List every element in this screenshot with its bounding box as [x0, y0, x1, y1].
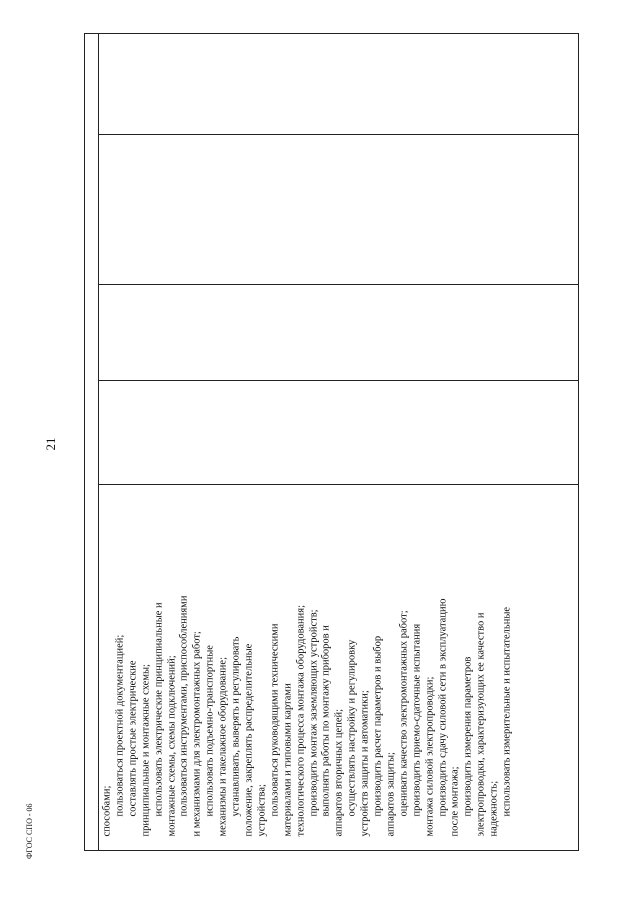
- footer-label: ФГОС СПО - 06: [25, 803, 34, 859]
- text-line: материалами и типовыми картами: [282, 683, 294, 837]
- text-line: технологического процесса монтажа оборудования;: [295, 604, 307, 837]
- text-line: производить измерения параметров: [462, 656, 474, 817]
- table-cell-empty-3: [99, 285, 579, 380]
- skills-text-rotated: [98, 485, 579, 851]
- text-line: производить расчет параметров и выбор: [372, 635, 384, 817]
- text-line: аппаратов вторичных цепей;: [333, 708, 345, 837]
- text-line: использовать электрические принципиальные и: [153, 602, 165, 817]
- text-line: пользоваться руководящими техническими: [269, 623, 281, 817]
- text-line: аппаратов защиты;: [385, 752, 397, 837]
- skills-lines: [102, 491, 515, 837]
- table-cell-empty-1: [99, 34, 579, 134]
- text-line: пользоваться проектной документацией;: [114, 634, 126, 817]
- text-line: производить монтаж заземляющих устройств;: [308, 609, 319, 817]
- text-line: устройств защиты и автоматики;: [359, 690, 371, 837]
- text-line: принципиальные и монтажные схемы;: [140, 664, 152, 837]
- text-line: осуществлять настройку и регулировку: [346, 639, 358, 817]
- table-cell-empty-4: [99, 381, 579, 484]
- text-line: составлять простые электрические: [127, 660, 139, 817]
- text-line: производить сдачу силовой сети в эксплуатацию: [437, 598, 449, 817]
- text-line: производить приемо-сдаточные испытания: [411, 623, 423, 817]
- text-line: монтажные схемы, схемы подключений;: [166, 655, 178, 837]
- text-line: пользоваться инструментами, приспособлениями: [178, 595, 190, 817]
- text-line: использовать измерительные и испытательные: [501, 606, 513, 817]
- text-line: механизмы и такелажное оборудование;: [217, 657, 229, 837]
- text-line: устройства;: [256, 784, 268, 837]
- text-line: электропроводки, характеризующих ее качество и: [475, 612, 487, 837]
- text-line: использовать подъемно-транспортные: [204, 645, 216, 817]
- text-line: надежность;: [488, 780, 500, 837]
- text-line: способами;: [101, 785, 113, 837]
- text-line: и механизмами для электромонтажных работ;: [191, 631, 203, 837]
- skills-text-cell: [98, 484, 579, 850]
- text-line: монтажа силовой электропроводки;: [424, 676, 436, 837]
- text-line: оценивать качество электромонтажных работ;: [398, 610, 410, 817]
- text-line: после монтажа;: [449, 766, 461, 837]
- page-number: 21: [43, 437, 58, 451]
- text-line: положение, закреплять распределительные: [243, 643, 255, 837]
- text-line: устанавливать, выверять и регулировать: [230, 636, 242, 817]
- table-cell-empty-2: [99, 135, 579, 284]
- text-line: выполнять работы по монтажу приборов и: [320, 625, 332, 817]
